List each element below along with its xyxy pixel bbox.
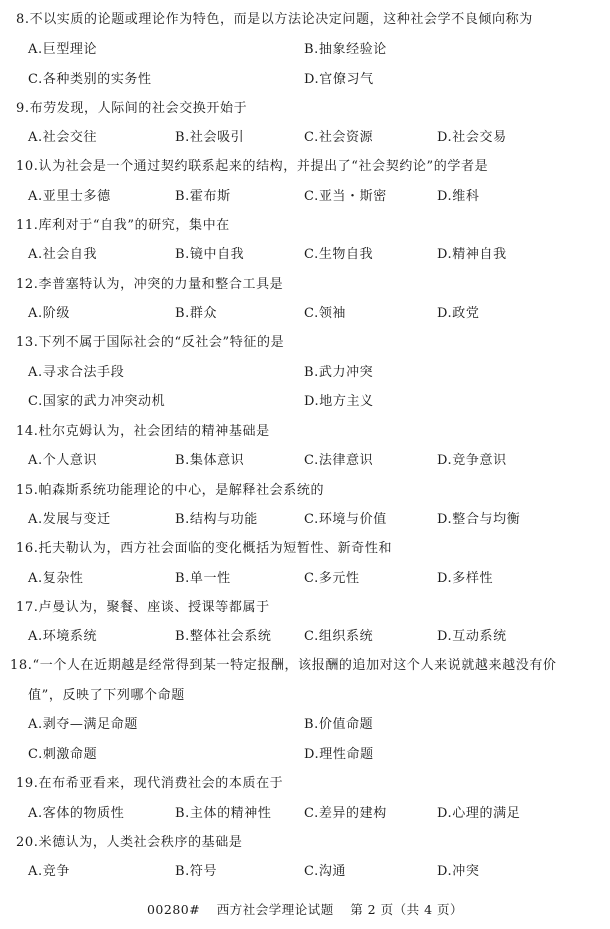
option-14a: A.个人意识 xyxy=(28,453,98,468)
option-12b: B.群众 xyxy=(175,306,218,321)
option-10b: B.霍布斯 xyxy=(175,189,231,204)
option-19d: D.心理的满足 xyxy=(437,806,521,821)
option-17c: C.组织系统 xyxy=(304,629,374,644)
question-stem-13: 13.下列不属于国际社会的“反社会”特征的是 xyxy=(16,335,285,350)
footer-page-number: 第 2 页（共 4 页） xyxy=(350,902,464,917)
option-9b: B.社会吸引 xyxy=(175,130,245,145)
question-stem-18-continued: 值”，反映了下列哪个命题 xyxy=(28,688,185,703)
option-11b: B.镜中自我 xyxy=(175,247,245,262)
option-19b: B.主体的精神性 xyxy=(175,806,272,821)
option-14c: C.法律意识 xyxy=(304,453,374,468)
question-stem-18: 18.“一个人在近期越是经常得到某一特定报酬，该报酬的追加对这个人来说就越来越没有价 xyxy=(10,658,557,673)
option-11c: C.生物自我 xyxy=(304,247,374,262)
option-10d: D.维科 xyxy=(437,189,480,204)
question-stem-10: 10.认为社会是一个通过契约联系起来的结构，并提出了“社会契约论”的学者是 xyxy=(16,159,489,174)
question-stem-19: 19.在布希亚看来，现代消费社会的本质在于 xyxy=(16,776,284,791)
option-18a: A.剥夺—满足命题 xyxy=(28,717,138,732)
question-stem-16: 16.托夫勒认为，西方社会面临的变化概括为短暂性、新奇性和 xyxy=(16,541,393,556)
option-8d: D.官僚习气 xyxy=(304,72,374,87)
option-10a: A.亚里士多德 xyxy=(28,189,111,204)
option-20c: C.沟通 xyxy=(304,864,347,879)
option-16a: A.复杂性 xyxy=(28,571,84,586)
option-9c: C.社会资源 xyxy=(304,130,374,145)
option-20d: D.冲突 xyxy=(437,864,480,879)
option-16d: D.多样性 xyxy=(437,571,494,586)
option-14d: D.竞争意识 xyxy=(437,453,507,468)
option-12d: D.政党 xyxy=(437,306,480,321)
option-15c: C.环境与价值 xyxy=(304,512,387,527)
question-stem-15: 15.帕森斯系统功能理论的中心，是解释社会系统的 xyxy=(16,483,325,498)
option-12a: A.阶级 xyxy=(28,306,70,321)
option-11d: D.精神自我 xyxy=(437,247,507,262)
option-9a: A.社会交往 xyxy=(28,130,98,145)
option-15b: B.结构与功能 xyxy=(175,512,258,527)
option-18d: D.理性命题 xyxy=(304,747,374,762)
option-13d: D.地方主义 xyxy=(304,394,374,409)
page-footer xyxy=(0,900,610,918)
option-13c: C.国家的武力冲突动机 xyxy=(28,394,166,409)
question-stem-8: 8.不以实质的论题或理论作为特色，而是以方法论决定问题，这种社会学不良倾向称为 xyxy=(16,12,533,27)
option-13b: B.武力冲突 xyxy=(304,365,374,380)
option-20a: A.竞争 xyxy=(28,864,70,879)
option-8c: C.各种类别的实务性 xyxy=(28,72,152,87)
option-17b: B.整体社会系统 xyxy=(175,629,272,644)
option-10c: C.亚当・斯密 xyxy=(304,189,387,204)
option-12c: C.领袖 xyxy=(304,306,347,321)
option-15d: D.整合与均衡 xyxy=(437,512,521,527)
question-stem-17: 17.卢曼认为，聚餐、座谈、授课等都属于 xyxy=(16,600,270,615)
option-19a: A.客体的物质性 xyxy=(28,806,125,821)
option-17a: A.环境系统 xyxy=(28,629,98,644)
question-stem-11: 11.库利对于“自我”的研究，集中在 xyxy=(16,218,230,233)
option-9d: D.社会交易 xyxy=(437,130,507,145)
question-stem-12: 12.李普塞特认为，冲突的力量和整合工具是 xyxy=(16,277,284,292)
option-8b: B.抽象经验论 xyxy=(304,42,387,57)
option-13a: A.寻求合法手段 xyxy=(28,365,125,380)
question-stem-9: 9.布劳发现，人际间的社会交换开始于 xyxy=(16,101,248,116)
option-19c: C.差异的建构 xyxy=(304,806,387,821)
footer-exam-title: 西方社会学理论试题 xyxy=(216,902,334,917)
option-18b: B.价值命题 xyxy=(304,717,374,732)
option-16c: C.多元性 xyxy=(304,571,360,586)
option-17d: D.互动系统 xyxy=(437,629,507,644)
option-18c: C.刺激命题 xyxy=(28,747,98,762)
question-stem-20: 20.米德认为，人类社会秩序的基础是 xyxy=(16,835,243,850)
footer-exam-code: 00280# xyxy=(146,902,201,917)
option-16b: B.单一性 xyxy=(175,571,231,586)
option-20b: B.符号 xyxy=(175,864,218,879)
option-11a: A.社会自我 xyxy=(28,247,98,262)
question-stem-14: 14.杜尔克姆认为，社会团结的精神基础是 xyxy=(16,424,270,439)
option-8a: A.巨型理论 xyxy=(28,42,98,57)
option-15a: A.发展与变迁 xyxy=(28,512,111,527)
option-14b: B.集体意识 xyxy=(175,453,245,468)
